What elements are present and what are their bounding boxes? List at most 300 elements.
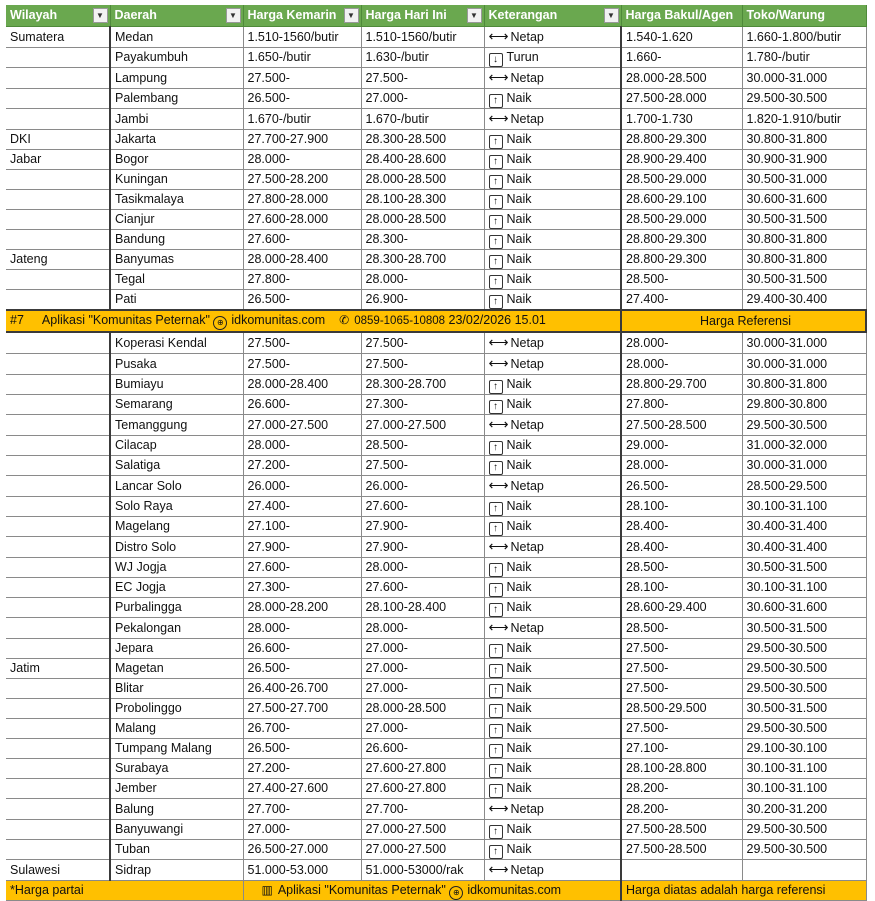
cell-harga-hari-ini[interactable]: 27.600-	[361, 497, 484, 517]
cell-wilayah[interactable]	[6, 699, 110, 719]
cell-harga-bakul[interactable]: 27.500-	[621, 659, 742, 679]
cell-daerah[interactable]: EC Jogja	[110, 578, 243, 598]
cell-toko[interactable]: 30.800-31.800	[742, 375, 866, 395]
cell-harga-bakul[interactable]	[621, 860, 742, 881]
cell-keterangan[interactable]	[484, 170, 621, 190]
cell-harga-hari-ini[interactable]: 26.000-	[361, 476, 484, 497]
cell-keterangan[interactable]	[484, 150, 621, 170]
cell-daerah[interactable]: Probolinggo	[110, 699, 243, 719]
filter-dropdown-icon[interactable]: ▼	[226, 8, 241, 23]
cell-harga-hari-ini[interactable]: 27.500-	[361, 354, 484, 375]
filter-dropdown-icon[interactable]: ▼	[344, 8, 359, 23]
cell-harga-kemarin[interactable]: 27.500-	[243, 354, 361, 375]
cell-daerah[interactable]: Temanggung	[110, 415, 243, 436]
cell-harga-bakul[interactable]: 28.400-	[621, 537, 742, 558]
up-arrow-icon: ↑	[489, 400, 503, 414]
cell-toko[interactable]: 29.500-30.500	[742, 659, 866, 679]
cell-wilayah[interactable]	[6, 739, 110, 759]
cell-toko[interactable]: 29.500-30.500	[742, 719, 866, 739]
cell-daerah[interactable]: Solo Raya	[110, 497, 243, 517]
cell-daerah[interactable]: Cianjur	[110, 210, 243, 230]
cell-toko[interactable]: 30.800-31.800	[742, 230, 866, 250]
cell-harga-bakul[interactable]: 28.800-29.300	[621, 130, 742, 150]
cell-toko[interactable]: 29.500-30.500	[742, 840, 866, 860]
cell-wilayah[interactable]	[6, 354, 110, 375]
cell-wilayah[interactable]	[6, 170, 110, 190]
cell-keterangan[interactable]	[484, 395, 621, 415]
cell-daerah[interactable]: Palembang	[110, 89, 243, 109]
cell-wilayah[interactable]	[6, 270, 110, 290]
cell-harga-kemarin[interactable]: 26.500-	[243, 89, 361, 109]
banner-datetime: 23/02/2026 15.01	[448, 313, 546, 327]
cell-harga-bakul[interactable]: 28.000-	[621, 354, 742, 375]
cell-harga-hari-ini[interactable]: 28.100-28.400	[361, 598, 484, 618]
cell-keterangan[interactable]	[484, 799, 621, 820]
cell-wilayah[interactable]: Sumatera	[6, 27, 110, 48]
cell-wilayah[interactable]: Jateng	[6, 250, 110, 270]
cell-harga-hari-ini[interactable]: 27.000-27.500	[361, 820, 484, 840]
cell-harga-hari-ini[interactable]: 27.300-	[361, 395, 484, 415]
cell-keterangan[interactable]	[484, 699, 621, 719]
cell-harga-kemarin[interactable]: 51.000-53.000	[243, 860, 361, 881]
cell-harga-hari-ini[interactable]: 51.000-53000/rak	[361, 860, 484, 881]
cell-harga-hari-ini[interactable]: 28.300-28.700	[361, 375, 484, 395]
cell-toko[interactable]: 29.800-30.800	[742, 395, 866, 415]
cell-wilayah[interactable]	[6, 456, 110, 476]
cell-toko[interactable]: 30.100-31.100	[742, 759, 866, 779]
cell-toko[interactable]: 30.400-31.400	[742, 537, 866, 558]
filter-dropdown-icon[interactable]: ▼	[604, 8, 619, 23]
cell-harga-hari-ini[interactable]: 27.500-	[361, 456, 484, 476]
cell-daerah[interactable]: Pati	[110, 290, 243, 311]
cell-harga-kemarin[interactable]: 27.600-28.000	[243, 210, 361, 230]
cell-harga-kemarin[interactable]: 28.000-28.400	[243, 375, 361, 395]
cell-daerah[interactable]: Bandung	[110, 230, 243, 250]
cell-harga-bakul[interactable]: 27.500-28.500	[621, 415, 742, 436]
footer-website[interactable]: idkomunitas.com	[467, 883, 562, 897]
cell-wilayah[interactable]	[6, 48, 110, 68]
cell-keterangan[interactable]	[484, 820, 621, 840]
cell-keterangan[interactable]	[484, 415, 621, 436]
cell-harga-kemarin[interactable]: 28.000-	[243, 618, 361, 639]
cell-harga-bakul[interactable]: 28.800-29.700	[621, 375, 742, 395]
cell-toko[interactable]: 30.400-31.400	[742, 517, 866, 537]
cell-harga-kemarin[interactable]: 26.000-	[243, 476, 361, 497]
cell-harga-kemarin[interactable]: 1.670-/butir	[243, 109, 361, 130]
cell-harga-bakul[interactable]: 1.540-1.620	[621, 27, 742, 48]
cell-keterangan[interactable]	[484, 48, 621, 68]
cell-harga-kemarin[interactable]: 27.600-	[243, 558, 361, 578]
cell-toko[interactable]	[742, 860, 866, 881]
cell-wilayah[interactable]	[6, 639, 110, 659]
cell-wilayah[interactable]	[6, 210, 110, 230]
cell-keterangan[interactable]	[484, 290, 621, 311]
cell-daerah[interactable]: Semarang	[110, 395, 243, 415]
cell-toko[interactable]: 29.400-30.400	[742, 290, 866, 311]
cell-wilayah[interactable]	[6, 578, 110, 598]
cell-toko[interactable]: 30.100-31.100	[742, 578, 866, 598]
cell-harga-hari-ini[interactable]: 28.000-28.500	[361, 210, 484, 230]
cell-harga-kemarin[interactable]: 27.700-	[243, 799, 361, 820]
cell-keterangan[interactable]	[484, 618, 621, 639]
cell-daerah[interactable]: Tumpang Malang	[110, 739, 243, 759]
cell-wilayah[interactable]: Jatim	[6, 659, 110, 679]
cell-keterangan[interactable]	[484, 759, 621, 779]
cell-toko[interactable]: 30.500-31.000	[742, 170, 866, 190]
cell-harga-kemarin[interactable]: 27.200-	[243, 456, 361, 476]
cell-toko[interactable]: 30.100-31.100	[742, 497, 866, 517]
cell-daerah[interactable]: Malang	[110, 719, 243, 739]
cell-toko[interactable]: 29.500-30.500	[742, 415, 866, 436]
cell-harga-bakul[interactable]: 28.600-29.400	[621, 598, 742, 618]
cell-keterangan[interactable]	[484, 679, 621, 699]
cell-daerah[interactable]: Lampung	[110, 68, 243, 89]
cell-harga-hari-ini[interactable]: 27.000-27.500	[361, 415, 484, 436]
cell-harga-kemarin[interactable]: 27.900-	[243, 537, 361, 558]
cell-harga-kemarin[interactable]: 27.800-28.000	[243, 190, 361, 210]
cell-harga-bakul[interactable]: 28.500-	[621, 618, 742, 639]
cell-keterangan[interactable]	[484, 190, 621, 210]
cell-harga-hari-ini[interactable]: 28.000-	[361, 618, 484, 639]
cell-harga-hari-ini[interactable]: 1.510-1560/butir	[361, 27, 484, 48]
cell-keterangan[interactable]	[484, 354, 621, 375]
cell-harga-bakul[interactable]: 27.500-	[621, 719, 742, 739]
cell-toko[interactable]: 30.500-31.500	[742, 558, 866, 578]
cell-harga-kemarin[interactable]: 26.500-	[243, 659, 361, 679]
cell-keterangan[interactable]	[484, 779, 621, 799]
cell-harga-bakul[interactable]: 28.200-	[621, 799, 742, 820]
cell-harga-bakul[interactable]: 28.800-29.300	[621, 250, 742, 270]
cell-harga-hari-ini[interactable]: 27.900-	[361, 537, 484, 558]
cell-toko[interactable]: 30.600-31.600	[742, 190, 866, 210]
cell-daerah[interactable]: Tasikmalaya	[110, 190, 243, 210]
filter-dropdown-icon[interactable]: ▼	[467, 8, 482, 23]
cell-daerah[interactable]: Distro Solo	[110, 537, 243, 558]
cell-daerah[interactable]: Banyuwangi	[110, 820, 243, 840]
cell-daerah[interactable]: Magetan	[110, 659, 243, 679]
cell-daerah[interactable]: Balung	[110, 799, 243, 820]
cell-wilayah[interactable]	[6, 679, 110, 699]
cell-harga-kemarin[interactable]: 27.500-27.700	[243, 699, 361, 719]
cell-toko[interactable]: 30.000-31.000	[742, 332, 866, 354]
cell-daerah[interactable]: Kuningan	[110, 170, 243, 190]
cell-wilayah[interactable]	[6, 436, 110, 456]
cell-daerah[interactable]: Tuban	[110, 840, 243, 860]
cell-daerah[interactable]: Pusaka	[110, 354, 243, 375]
cell-harga-hari-ini[interactable]: 27.500-	[361, 68, 484, 89]
cell-harga-bakul[interactable]: 27.500-28.500	[621, 820, 742, 840]
cell-daerah[interactable]: Blitar	[110, 679, 243, 699]
cell-harga-hari-ini[interactable]: 28.300-	[361, 230, 484, 250]
cell-keterangan[interactable]	[484, 109, 621, 130]
cell-harga-hari-ini[interactable]: 26.900-	[361, 290, 484, 311]
cell-keterangan[interactable]	[484, 27, 621, 48]
cell-harga-bakul[interactable]: 28.100-	[621, 497, 742, 517]
cell-wilayah[interactable]	[6, 476, 110, 497]
cell-wilayah[interactable]: DKI	[6, 130, 110, 150]
cell-harga-kemarin[interactable]: 26.400-26.700	[243, 679, 361, 699]
cell-harga-hari-ini[interactable]: 27.600-27.800	[361, 759, 484, 779]
cell-toko[interactable]: 30.500-31.500	[742, 210, 866, 230]
cell-toko[interactable]: 1.820-1.910/butir	[742, 109, 866, 130]
cell-wilayah[interactable]	[6, 332, 110, 354]
cell-wilayah[interactable]	[6, 109, 110, 130]
cell-harga-hari-ini[interactable]: 27.900-	[361, 517, 484, 537]
cell-harga-kemarin[interactable]: 27.200-	[243, 759, 361, 779]
cell-harga-hari-ini[interactable]: 27.000-	[361, 639, 484, 659]
cell-daerah[interactable]: Magelang	[110, 517, 243, 537]
cell-harga-bakul[interactable]: 28.100-	[621, 578, 742, 598]
cell-keterangan[interactable]	[484, 578, 621, 598]
cell-toko[interactable]: 29.500-30.500	[742, 89, 866, 109]
cell-wilayah[interactable]	[6, 230, 110, 250]
cell-harga-bakul[interactable]: 28.500-	[621, 270, 742, 290]
cell-harga-kemarin[interactable]: 27.800-	[243, 270, 361, 290]
cell-daerah[interactable]: Sidrap	[110, 860, 243, 881]
cell-toko[interactable]: 31.000-32.000	[742, 436, 866, 456]
cell-harga-hari-ini[interactable]: 27.600-	[361, 578, 484, 598]
cell-harga-kemarin[interactable]: 27.700-27.900	[243, 130, 361, 150]
cell-harga-bakul[interactable]: 27.500-	[621, 639, 742, 659]
cell-keterangan[interactable]	[484, 497, 621, 517]
cell-harga-hari-ini[interactable]: 27.000-27.500	[361, 840, 484, 860]
cell-harga-hari-ini[interactable]: 1.670-/butir	[361, 109, 484, 130]
cell-harga-bakul[interactable]: 29.000-	[621, 436, 742, 456]
filter-dropdown-icon[interactable]: ▼	[93, 8, 108, 23]
cell-harga-hari-ini[interactable]: 27.000-	[361, 659, 484, 679]
cell-keterangan[interactable]	[484, 739, 621, 759]
cell-harga-kemarin[interactable]: 26.600-	[243, 639, 361, 659]
cell-harga-kemarin[interactable]: 27.600-	[243, 230, 361, 250]
cell-harga-kemarin[interactable]: 1.650-/butir	[243, 48, 361, 68]
cell-harga-kemarin[interactable]: 28.000-	[243, 150, 361, 170]
cell-keterangan[interactable]	[484, 639, 621, 659]
cell-keterangan[interactable]	[484, 130, 621, 150]
cell-keterangan[interactable]	[484, 230, 621, 250]
cell-keterangan[interactable]	[484, 840, 621, 860]
cell-harga-bakul[interactable]: 28.000-28.500	[621, 68, 742, 89]
cell-keterangan[interactable]	[484, 476, 621, 497]
cell-toko[interactable]: 30.000-31.000	[742, 354, 866, 375]
cell-harga-bakul[interactable]: 27.400-	[621, 290, 742, 311]
cell-wilayah[interactable]	[6, 759, 110, 779]
cell-harga-bakul[interactable]: 1.660-	[621, 48, 742, 68]
cell-harga-hari-ini[interactable]: 26.600-	[361, 739, 484, 759]
cell-daerah[interactable]: Salatiga	[110, 456, 243, 476]
cell-keterangan[interactable]	[484, 332, 621, 354]
globe-icon: ⊕	[213, 316, 227, 330]
cell-keterangan[interactable]	[484, 719, 621, 739]
cell-daerah[interactable]: Bogor	[110, 150, 243, 170]
cell-harga-hari-ini[interactable]: 28.000-	[361, 558, 484, 578]
cell-keterangan[interactable]	[484, 598, 621, 618]
cell-daerah[interactable]: Jepara	[110, 639, 243, 659]
cell-toko[interactable]: 30.800-31.800	[742, 130, 866, 150]
cell-harga-bakul[interactable]: 28.500-	[621, 558, 742, 578]
cell-harga-hari-ini[interactable]: 28.500-	[361, 436, 484, 456]
banner-website[interactable]: idkomunitas.com	[231, 313, 326, 327]
cell-harga-kemarin[interactable]: 26.500-27.000	[243, 840, 361, 860]
cell-keterangan[interactable]	[484, 558, 621, 578]
cell-harga-hari-ini[interactable]: 28.000-	[361, 270, 484, 290]
cell-harga-bakul[interactable]: 27.800-	[621, 395, 742, 415]
cell-daerah[interactable]: Jambi	[110, 109, 243, 130]
cell-harga-bakul[interactable]: 27.500-	[621, 679, 742, 699]
cell-harga-hari-ini[interactable]: 1.630-/butir	[361, 48, 484, 68]
cell-toko[interactable]: 28.500-29.500	[742, 476, 866, 497]
cell-toko[interactable]: 30.900-31.900	[742, 150, 866, 170]
cell-harga-bakul[interactable]: 28.400-	[621, 517, 742, 537]
cell-keterangan[interactable]	[484, 537, 621, 558]
cell-harga-bakul[interactable]: 28.600-29.100	[621, 190, 742, 210]
cell-harga-kemarin[interactable]: 28.000-28.400	[243, 250, 361, 270]
cell-wilayah[interactable]	[6, 537, 110, 558]
cell-harga-kemarin[interactable]: 28.000-28.200	[243, 598, 361, 618]
cell-toko[interactable]: 29.100-30.100	[742, 739, 866, 759]
cell-wilayah[interactable]	[6, 840, 110, 860]
cell-wilayah[interactable]	[6, 799, 110, 820]
cell-keterangan[interactable]	[484, 456, 621, 476]
cell-wilayah[interactable]	[6, 89, 110, 109]
cell-harga-hari-ini[interactable]: 28.000-28.500	[361, 170, 484, 190]
cell-harga-hari-ini[interactable]: 27.000-	[361, 89, 484, 109]
cell-wilayah[interactable]	[6, 290, 110, 311]
cell-harga-hari-ini[interactable]: 27.500-	[361, 332, 484, 354]
cell-keterangan[interactable]	[484, 517, 621, 537]
cell-harga-hari-ini[interactable]: 28.300-28.500	[361, 130, 484, 150]
cell-keterangan[interactable]	[484, 860, 621, 881]
cell-daerah[interactable]: Jember	[110, 779, 243, 799]
cell-harga-bakul[interactable]: 28.200-	[621, 779, 742, 799]
cell-toko[interactable]: 30.600-31.600	[742, 598, 866, 618]
cell-harga-bakul[interactable]: 27.500-28.500	[621, 840, 742, 860]
cell-harga-bakul[interactable]: 28.800-29.300	[621, 230, 742, 250]
cell-wilayah[interactable]: Jabar	[6, 150, 110, 170]
cell-keterangan[interactable]	[484, 210, 621, 230]
cell-daerah[interactable]: Jakarta	[110, 130, 243, 150]
cell-harga-bakul[interactable]: 28.500-29.500	[621, 699, 742, 719]
cell-keterangan[interactable]	[484, 250, 621, 270]
cell-harga-hari-ini[interactable]: 27.000-	[361, 719, 484, 739]
cell-harga-kemarin[interactable]: 27.000-27.500	[243, 415, 361, 436]
cell-wilayah[interactable]	[6, 598, 110, 618]
cell-harga-hari-ini[interactable]: 28.300-28.700	[361, 250, 484, 270]
cell-wilayah[interactable]	[6, 375, 110, 395]
cell-wilayah[interactable]	[6, 517, 110, 537]
cell-wilayah[interactable]	[6, 618, 110, 639]
cell-wilayah[interactable]	[6, 779, 110, 799]
cell-keterangan[interactable]	[484, 270, 621, 290]
left-right-arrow-icon: ⟷	[488, 334, 509, 350]
cell-daerah[interactable]: Surabaya	[110, 759, 243, 779]
cell-harga-bakul[interactable]: 28.000-	[621, 332, 742, 354]
cell-harga-hari-ini[interactable]: 28.100-28.300	[361, 190, 484, 210]
cell-harga-hari-ini[interactable]: 28.000-28.500	[361, 699, 484, 719]
cell-harga-bakul[interactable]: 28.100-28.800	[621, 759, 742, 779]
cell-harga-kemarin[interactable]: 27.400-27.600	[243, 779, 361, 799]
cell-toko[interactable]: 30.000-31.000	[742, 68, 866, 89]
cell-harga-kemarin[interactable]: 27.500-	[243, 68, 361, 89]
cell-wilayah[interactable]	[6, 190, 110, 210]
cell-harga-kemarin[interactable]: 1.510-1560/butir	[243, 27, 361, 48]
cell-toko[interactable]: 30.200-31.200	[742, 799, 866, 820]
cell-harga-kemarin[interactable]: 27.400-	[243, 497, 361, 517]
cell-toko[interactable]: 29.500-30.500	[742, 820, 866, 840]
cell-wilayah[interactable]	[6, 497, 110, 517]
cell-daerah[interactable]: Lancar Solo	[110, 476, 243, 497]
cell-toko[interactable]: 30.100-31.100	[742, 779, 866, 799]
cell-keterangan[interactable]	[484, 68, 621, 89]
cell-daerah[interactable]: Purbalingga	[110, 598, 243, 618]
cell-toko[interactable]: 29.500-30.500	[742, 639, 866, 659]
cell-keterangan[interactable]	[484, 89, 621, 109]
cell-toko[interactable]: 30.000-31.000	[742, 456, 866, 476]
cell-harga-bakul[interactable]: 26.500-	[621, 476, 742, 497]
cell-daerah[interactable]: Medan	[110, 27, 243, 48]
cell-daerah[interactable]: Bumiayu	[110, 375, 243, 395]
cell-daerah[interactable]: Payakumbuh	[110, 48, 243, 68]
cell-daerah[interactable]: Banyumas	[110, 250, 243, 270]
cell-toko[interactable]: 1.660-1.800/butir	[742, 27, 866, 48]
cell-wilayah[interactable]: Sulawesi	[6, 860, 110, 881]
cell-harga-kemarin[interactable]: 26.600-	[243, 395, 361, 415]
cell-wilayah[interactable]	[6, 719, 110, 739]
cell-keterangan[interactable]	[484, 436, 621, 456]
cell-wilayah[interactable]	[6, 395, 110, 415]
header-keterangan	[484, 5, 621, 27]
cell-harga-hari-ini[interactable]: 27.000-	[361, 679, 484, 699]
cell-harga-bakul[interactable]: 28.500-29.000	[621, 210, 742, 230]
cell-harga-kemarin[interactable]: 27.300-	[243, 578, 361, 598]
cell-harga-bakul[interactable]: 27.500-28.000	[621, 89, 742, 109]
cell-toko[interactable]: 30.800-31.800	[742, 250, 866, 270]
cell-harga-hari-ini[interactable]: 27.700-	[361, 799, 484, 820]
cell-harga-hari-ini[interactable]: 27.600-27.800	[361, 779, 484, 799]
cell-keterangan[interactable]	[484, 659, 621, 679]
cell-harga-kemarin[interactable]: 27.500-28.200	[243, 170, 361, 190]
cell-harga-kemarin[interactable]: 28.000-	[243, 436, 361, 456]
cell-wilayah[interactable]	[6, 820, 110, 840]
banner-phone[interactable]: 0859-1065-10808	[354, 315, 446, 327]
cell-keterangan[interactable]	[484, 375, 621, 395]
cell-harga-kemarin[interactable]: 27.500-	[243, 332, 361, 354]
cell-toko[interactable]: 29.500-30.500	[742, 679, 866, 699]
cell-harga-hari-ini[interactable]: 28.400-28.600	[361, 150, 484, 170]
cell-toko[interactable]: 30.500-31.500	[742, 270, 866, 290]
cell-harga-kemarin[interactable]: 26.700-	[243, 719, 361, 739]
cell-harga-bakul[interactable]: 28.000-	[621, 456, 742, 476]
cell-harga-kemarin[interactable]: 26.500-	[243, 739, 361, 759]
cell-harga-bakul[interactable]: 1.700-1.730	[621, 109, 742, 130]
cell-wilayah[interactable]	[6, 68, 110, 89]
cell-harga-bakul[interactable]: 28.900-29.400	[621, 150, 742, 170]
cell-harga-bakul[interactable]: 27.100-	[621, 739, 742, 759]
cell-harga-bakul[interactable]: 28.500-29.000	[621, 170, 742, 190]
cell-harga-kemarin[interactable]: 27.000-	[243, 820, 361, 840]
cell-toko[interactable]: 30.500-31.500	[742, 699, 866, 719]
cell-daerah[interactable]: Cilacap	[110, 436, 243, 456]
cell-toko[interactable]: 1.780-/butir	[742, 48, 866, 68]
cell-daerah[interactable]: Koperasi Kendal	[110, 332, 243, 354]
cell-daerah[interactable]: Pekalongan	[110, 618, 243, 639]
cell-daerah[interactable]: WJ Jogja	[110, 558, 243, 578]
cell-toko[interactable]: 30.500-31.500	[742, 618, 866, 639]
cell-daerah[interactable]: Tegal	[110, 270, 243, 290]
cell-harga-kemarin[interactable]: 27.100-	[243, 517, 361, 537]
cell-wilayah[interactable]	[6, 558, 110, 578]
cell-wilayah[interactable]	[6, 415, 110, 436]
cell-harga-kemarin[interactable]: 26.500-	[243, 290, 361, 311]
